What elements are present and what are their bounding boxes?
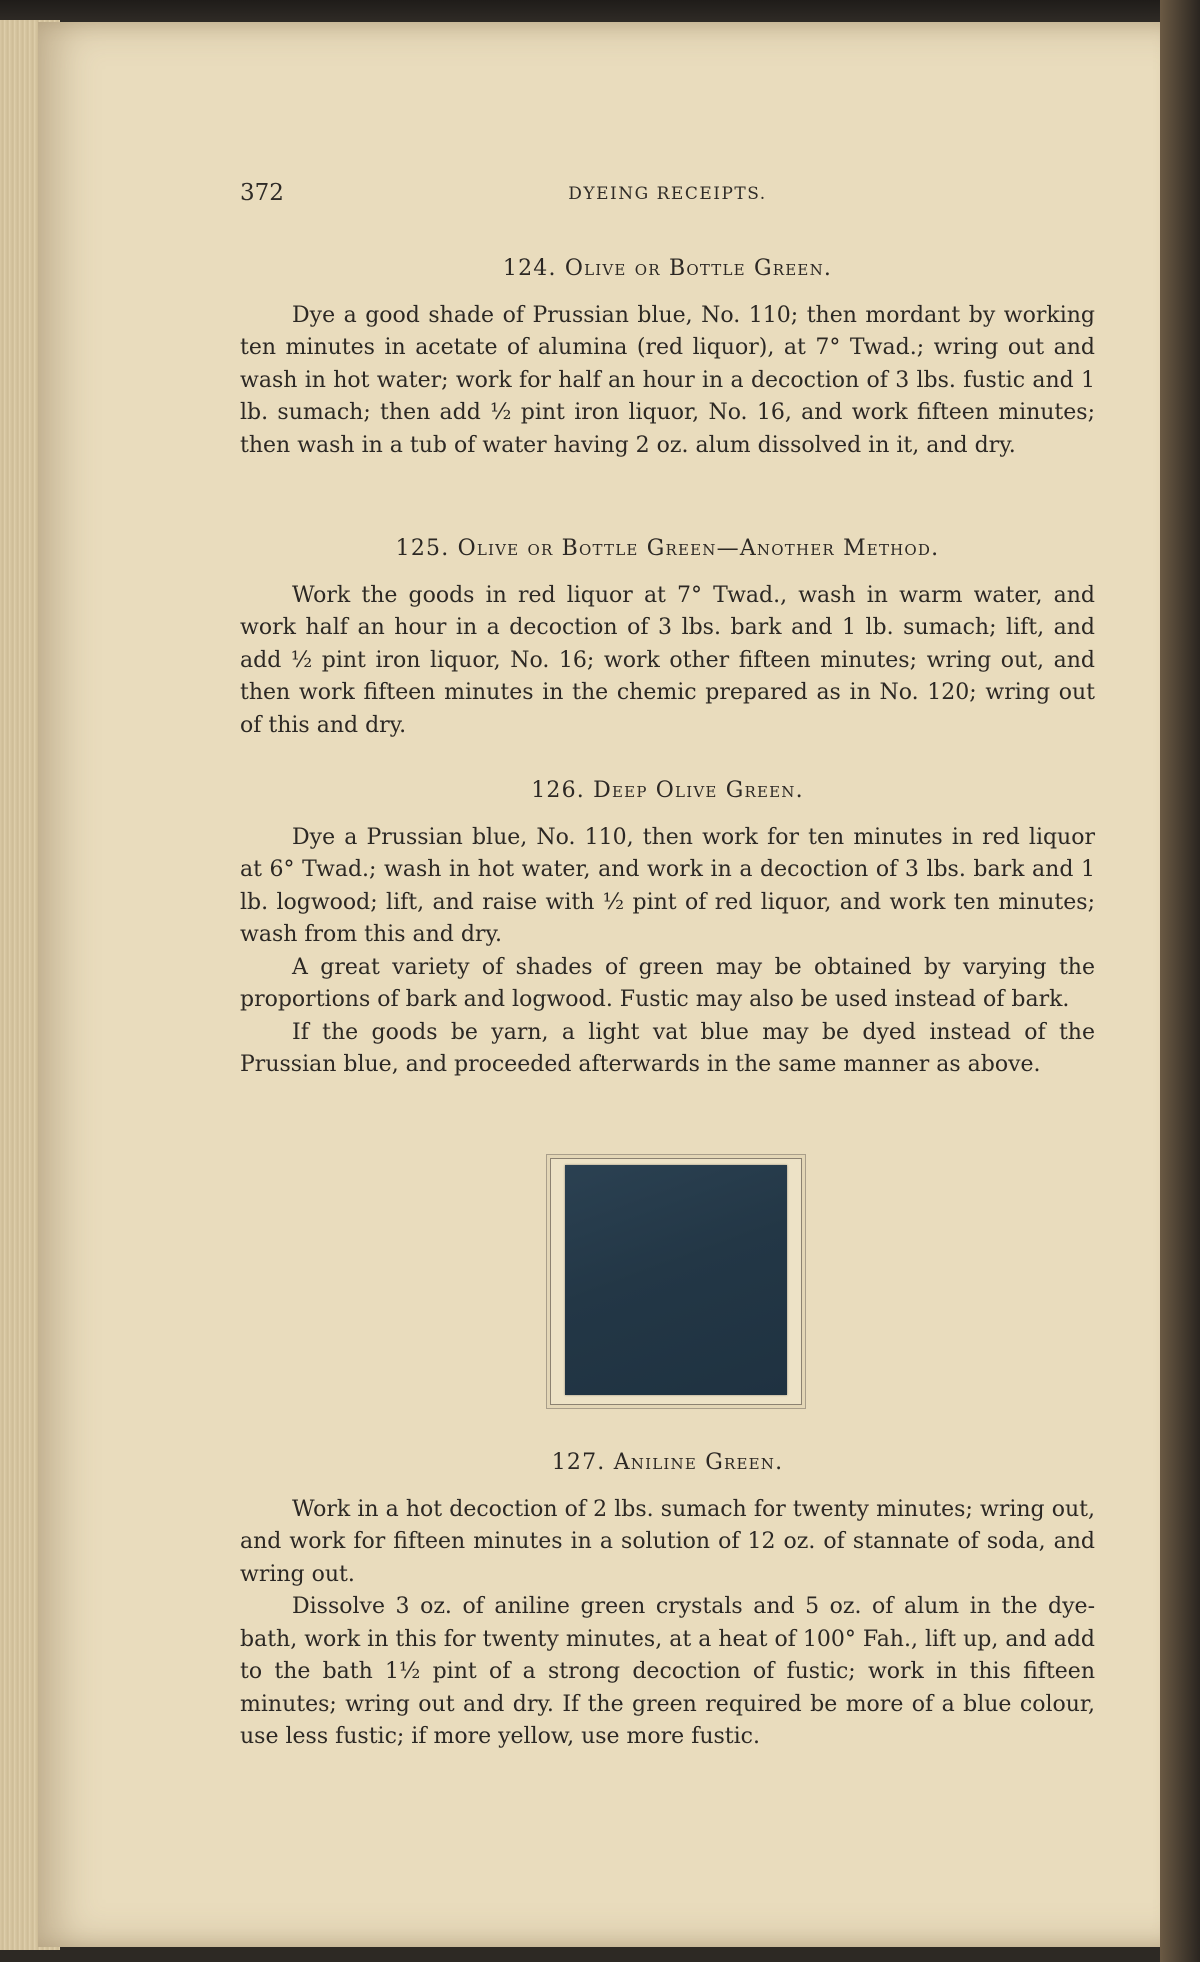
section-125 xyxy=(240,533,1095,742)
section-title: 125. Olive or Bottle Green—Another Method. xyxy=(395,536,940,561)
page-number: 372 xyxy=(240,180,284,206)
section-126 xyxy=(240,775,1095,1082)
paragraph: If the goods be yarn, a light vat blue may be dyed instead of the Prussian blue, and proceeded afterwards in the same manner as above. xyxy=(240,1019,1095,1077)
paragraph: Work the goods in red liquor at 7° Twad., wash in warm water, and work half an hour in a decoction of 3 lbs. bark and 1 lb. sumach; lift, and add ½ pint iron liquor, No. 16; work other fifteen minutes; wring out, and then work fifteen minutes in the chemic prepared as in No. 120; wring out of this and dry. xyxy=(240,582,1095,738)
section-title: 126. Deep Olive Green. xyxy=(531,778,804,803)
section-124 xyxy=(240,253,1095,462)
section-title: 127. Aniline Green. xyxy=(551,1450,784,1475)
paragraph: Work in a hot decoction of 2 lbs. sumach for twenty minutes; wring out, and work for fifteen minutes in a solution of 12 oz. of stannate of soda, and wring out. xyxy=(240,1496,1095,1587)
section-127 xyxy=(240,1447,1095,1754)
fabric-swatch-frame xyxy=(550,1158,802,1405)
section-title: 124. Olive or Bottle Green. xyxy=(502,256,833,281)
paragraph: A great variety of shades of green may be obtained by varying the proportions of bark and logwood. Fustic may also be used instead of bark. xyxy=(240,954,1095,1012)
paragraph: Dye a Prussian blue, No. 110, then work for ten minutes in red liquor at 6° Twad.; wash in hot water, and work in a decoction of 3 lbs. bark and 1 lb. logwood; lift, and raise with ½ pint of red liquor, and work ten minutes; wash from this and dry. xyxy=(240,824,1095,947)
fabric-swatch xyxy=(565,1165,787,1395)
paragraph: Dye a good shade of Prussian blue, No. 110; then mordant by working ten minutes in acetate of alumina (red liquor), at 7° Twad.; wring out and wash in hot water; work for half an hour in a decoction of 3 lbs. fustic and 1 lb. sumach; then add ½ pint iron liquor, No. 16, and work fifteen minutes; then wash in a tub of water having 2 oz. alum dissolved in it, and dry. xyxy=(240,302,1095,458)
running-title: DYEING RECEIPTS. xyxy=(568,184,767,204)
page-header xyxy=(240,180,1095,212)
book-cover-right xyxy=(1160,0,1200,1962)
paragraph: Dissolve 3 oz. of aniline green crystals and 5 oz. of alum in the dye-bath, work in this for twenty minutes, at a heat of 100° Fah., lift up, and add to the bath 1½ pint of a strong decoction of fustic; work in this fifteen minutes; wring out and dry. If the green required be more of a blue colour, use less fustic; if more yellow, use more fustic. xyxy=(240,1594,1095,1749)
